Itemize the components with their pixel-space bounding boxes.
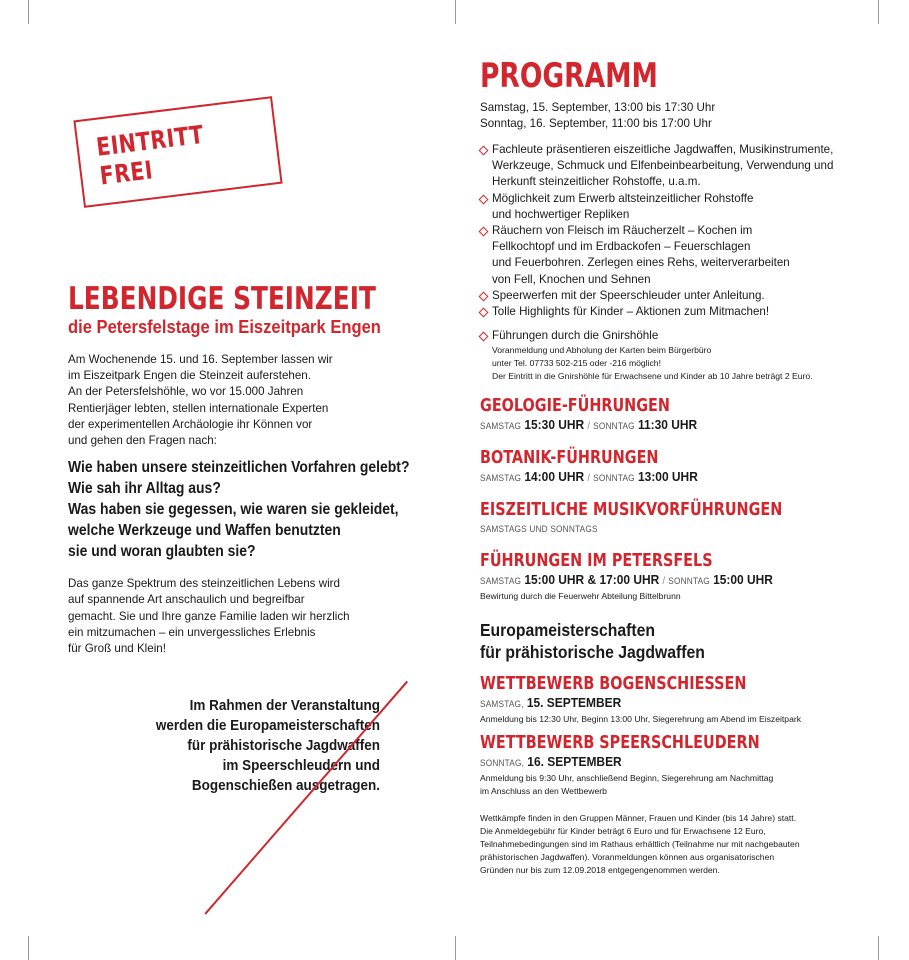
day-label: SAMSTAG — [480, 473, 522, 484]
cave-tour-title: Führungen durch die Gnirshöhle — [492, 329, 659, 343]
schedule — [480, 753, 830, 772]
time-label: 14:00 UHR — [524, 469, 585, 485]
fold-mark — [28, 936, 29, 960]
separator: / — [662, 576, 666, 588]
fold-mark — [878, 0, 879, 24]
list-item: Speerwerfen mit der Speerschleuder unter Anleitung. — [480, 288, 860, 304]
day-label: SONNTAG — [668, 576, 710, 587]
separator: / — [587, 421, 590, 433]
program-dates: Samstag, 15. September, 13:00 bis 17:30 Uhr Sonntag, 16. September, 11:00 bis 17:00 Uhr — [480, 101, 716, 130]
questions-text: Wie haben unsere steinzeitlichen Vorfahren gelebt? Wie sah ihr Alltag aus? Was haben sie gegessen, wie waren sie gekleidet, welche Werkzeuge und Waffen benutzten sie und woran glaubten sie? — [68, 459, 410, 561]
date-label: 16. SEPTEMBER — [527, 754, 622, 770]
section-musik — [480, 499, 860, 538]
list-item: Tolle Highlights für Kinder – Aktionen zum Mitmachen! — [480, 304, 860, 320]
cave-tour-info: Voranmeldung und Abholung der Karten beim Bürgerbüro unter Tel. 07733 502-215 oder -216 möglich! Der Eintritt in die Gnirshöhle für Erwachsene und Kinder ab 10 Jahre beträgt 2 Euro. — [492, 345, 813, 382]
left-column — [68, 282, 408, 657]
section-bogen — [480, 673, 860, 726]
intro-text: Am Wochenende 15. und 16. September lassen wir im Eiszeitpark Engen die Steinzeit auferstehen. An der Petersfelshöhle, wo vor 15.000 Jahren Rentierjäger lebten, stellen internationale Experten der experimentellen Archäologie ihr Können vor und gehen den Fragen nach: — [68, 353, 333, 448]
separator: / — [587, 473, 590, 485]
schedule — [480, 520, 830, 538]
championship-title: Europameisterschaften für prähistorische Jagdwaffen — [480, 620, 705, 663]
section-title: WETTBEWERB SPEERSCHLEUDERN — [480, 732, 760, 754]
schedule — [480, 694, 830, 713]
fold-mark — [878, 936, 879, 960]
day-label: SONNTAG — [593, 421, 635, 432]
schedule — [480, 571, 830, 590]
section-title: EISZEITLICHE MUSIKVORFÜHRUNGEN — [480, 499, 783, 521]
fold-mark — [455, 0, 456, 24]
list-item: Möglichkeit zum Erwerb altsteinzeitlicher Rohstoffe und hochwertiger Repliken — [480, 191, 860, 223]
section-geologie — [480, 395, 860, 435]
day-label: SAMSTAG — [480, 576, 522, 587]
program-list — [480, 142, 860, 320]
main-subtitle: die Petersfelstage im Eiszeitpark Engen — [68, 317, 381, 337]
program-column — [480, 56, 860, 877]
section-title: WETTBEWERB BOGENSCHIESSEN — [480, 673, 747, 695]
schedule — [480, 416, 830, 435]
main-title: LEBENDIGE STEINZEIT — [68, 281, 376, 317]
section-petersfels — [480, 550, 860, 603]
time-label: 13:00 UHR — [638, 469, 698, 485]
section-title: GEOLOGIE-FÜHRUNGEN — [480, 395, 670, 417]
list-item: Räuchern von Fleisch im Räucherzelt – Kochen im Fellkochtopf und im Erdbackofen – Feuerschlagen und Feuerbohren. Zerlegen eines Rehs, weiterverarbeiten von Fell, Knochen und Sehnen — [480, 223, 860, 288]
program-title: PROGRAMM — [480, 56, 658, 96]
championship-note: Im Rahmen der Veranstaltung werden die Europameisterschaften für prähistorische Jagdwaffen im Speerschleudern und Bogenschießen ausgetragen. — [155, 698, 380, 794]
registration-note: Anmeldung bis 9:30 Uhr, anschließend Beginn, Siegerehrung am Nachmittag im Anschluss an den Wettbewerb — [480, 773, 774, 797]
time-label: 15:30 UHR — [524, 417, 585, 433]
section-title: BOTANIK-FÜHRUNGEN — [480, 447, 659, 469]
fold-mark — [455, 936, 456, 960]
cave-tour — [480, 328, 860, 383]
day-label: SAMSTAG — [480, 421, 522, 432]
fine-print: Wettkämpfe finden in den Gruppen Männer, Frauen und Kinder (bis 14 Jahre) statt. Die Anmeldegebühr für Kinder beträgt 6 Euro und für Erwachsene 12 Euro, Teilnahmebedingungen sind im Rathaus erhältlich (Teilnahme nur mit nachgebauten prähistorischen Jagdwaffen). Voranmeldungen können aus organisatorischen Gründen nur bis zum 12.09.2018 entgegengenommen werden. — [480, 813, 800, 876]
list-item: Fachleute präsentieren eiszeitliche Jagdwaffen, Musikinstrumente, Werkzeuge, Schmuck und Elfenbeinbearbeitung, Verwendung und Herkunft steinzeitlicher Rohstoffe, u.a.m. — [480, 142, 860, 191]
day-label: SONNTAG, — [480, 758, 525, 769]
outro-text: Das ganze Spektrum des steinzeitlichen Lebens wird auf spannende Art anschaulich und begreifbar gemacht. Sie und Ihre ganze Familie laden wir herzlich ein mitzumachen – ein unvergessliches Erlebnis für Groß und Klein! — [68, 577, 350, 656]
day-label: SAMSTAGS UND SONNTAGS — [480, 524, 598, 535]
schedule — [480, 468, 830, 487]
day-label: SONNTAG — [593, 473, 635, 484]
catering-note: Bewirtung durch die Feuerwehr Abteilung Bittelbrunn — [480, 591, 681, 602]
time-label: 15:00 UHR & 17:00 UHR — [524, 572, 660, 588]
free-entry-stamp — [73, 96, 282, 208]
time-label: 15:00 UHR — [713, 572, 773, 588]
section-botanik — [480, 447, 860, 487]
day-label: SAMSTAG, — [480, 699, 524, 710]
date-label: 15. SEPTEMBER — [526, 695, 622, 711]
section-speer — [480, 732, 860, 798]
registration-note: Anmeldung bis 12:30 Uhr, Beginn 13:00 Uhr, Siegerehrung am Abend im Eiszeitpark — [480, 714, 802, 725]
section-title: FÜHRUNGEN IM PETERSFELS — [480, 550, 713, 572]
stamp-label: EINTRITT FREI — [94, 119, 206, 191]
fold-mark — [28, 0, 29, 24]
time-label: 11:30 UHR — [638, 417, 698, 433]
